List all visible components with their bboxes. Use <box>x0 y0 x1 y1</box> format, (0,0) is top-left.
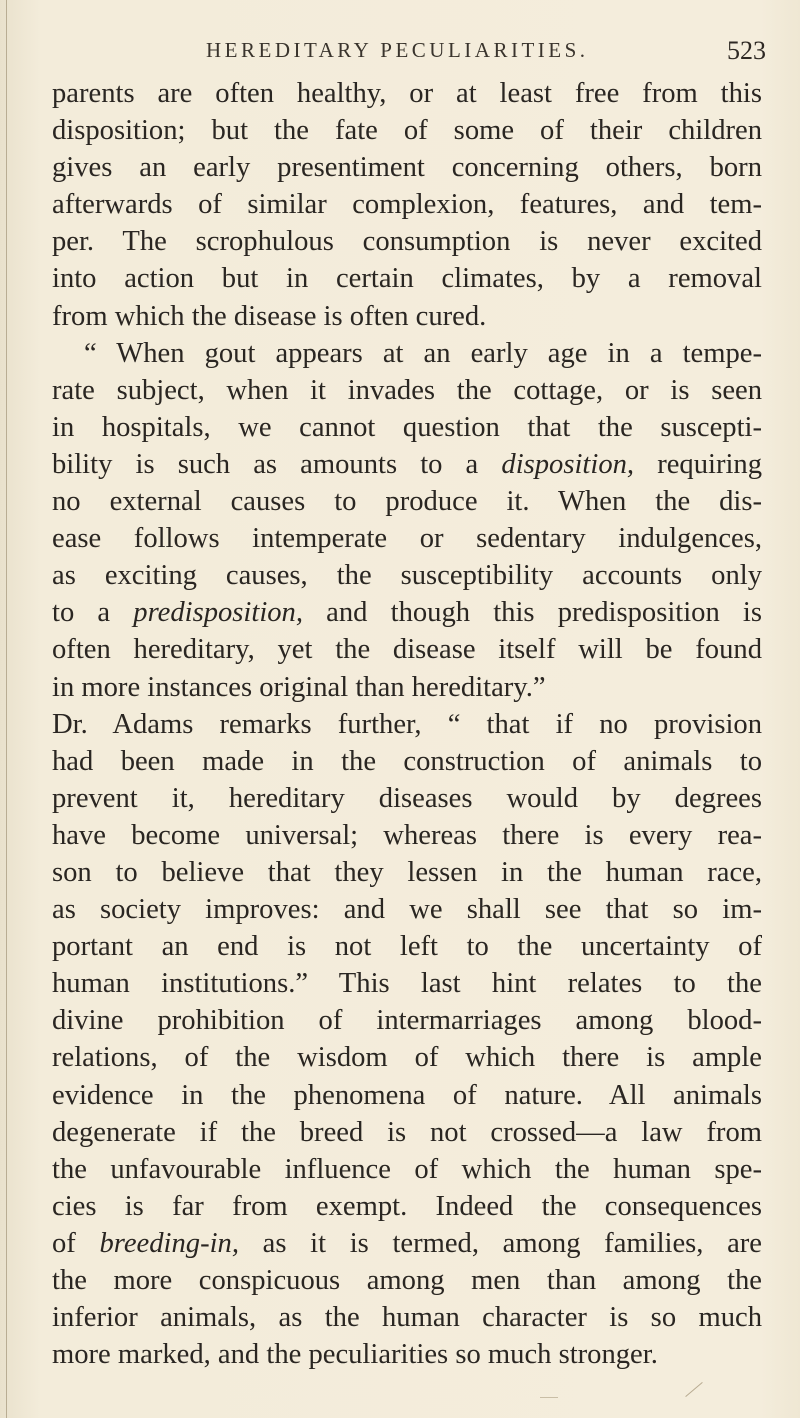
paragraph-2 <box>52 335 762 706</box>
text-fragment: and though this predisposition is <box>303 597 762 629</box>
body-text <box>52 75 762 1373</box>
text-line: portant an end is not left to the uncertainty of <box>52 931 762 963</box>
paragraph-3 <box>52 706 762 1374</box>
page-number: 523 <box>727 36 766 65</box>
text-line: disposition; but the fate of some of their children <box>52 115 762 147</box>
text-line: rate subject, when it invades the cottage, or is seen <box>52 374 762 406</box>
text-line: afterwards of similar complexion, features, and tem- <box>52 189 762 221</box>
text-fragment: bility is such as amounts to a <box>52 448 502 480</box>
text-line: had been made in the construction of animals to <box>52 745 762 777</box>
text-line: evidence in the phenomena of nature. All animals <box>52 1079 762 1111</box>
italic-term-breeding-in: breeding-in, <box>99 1227 239 1259</box>
text-line: son to believe that they lessen in the human race, <box>52 856 762 888</box>
italic-term-predisposition: predisposition, <box>133 597 304 629</box>
text-line: often hereditary, yet the disease itself will be found <box>52 634 762 666</box>
text-line: inferior animals, as the human character is so much <box>52 1302 762 1334</box>
text-line: as exciting causes, the susceptibility accounts only <box>52 560 762 592</box>
page-header <box>186 38 766 68</box>
text-fragment: requiring <box>634 448 762 480</box>
running-head: HEREDITARY PECULIARITIES. <box>206 38 589 62</box>
text-line: into action but in certain climates, by a removal <box>52 263 762 295</box>
text-line: “ When gout appears at an early age in a tempe- <box>84 337 762 369</box>
text-line: as society improves: and we shall see that so im- <box>52 894 762 926</box>
text-line: divine prohibition of intermarriages among blood- <box>52 1005 762 1037</box>
text-fragment: as it is termed, among families, are <box>239 1227 762 1259</box>
text-line: cies is far from exempt. Indeed the consequences <box>52 1190 762 1222</box>
text-line: from which the disease is often cured. <box>52 300 487 332</box>
text-line: have become universal; whereas there is every rea- <box>52 819 762 851</box>
text-line: prevent it, hereditary diseases would by degrees <box>52 782 762 814</box>
italic-term-disposition: disposition, <box>501 448 635 480</box>
text-line: the unfavourable influence of which the human spe- <box>52 1153 762 1185</box>
text-line: no external causes to produce it. When the dis- <box>52 486 762 518</box>
text-line: ease follows intemperate or sedentary indulgences, <box>52 523 762 555</box>
footer-dash-mark <box>540 1397 558 1398</box>
text-line: parents are often healthy, or at least free from this <box>52 78 762 109</box>
text-fragment: of <box>52 1227 100 1259</box>
text-line: human institutions.” This last hint relates to the <box>52 968 762 1000</box>
text-line: more marked, and the peculiarities so much stronger. <box>52 1339 658 1371</box>
text-line: in more instances original than hereditary.” <box>52 671 546 703</box>
text-line: degenerate if the breed is not crossed—a law from <box>52 1116 762 1148</box>
footer-stroke-mark <box>685 1382 702 1397</box>
text-line: gives an early presentiment concerning others, born <box>52 152 762 184</box>
text-line: relations, of the wisdom of which there is ample <box>52 1042 762 1074</box>
text-fragment: to a <box>52 597 134 629</box>
text-line: per. The scrophulous consumption is never excited <box>52 226 762 258</box>
text-line: the more conspicuous among men than among the <box>52 1265 762 1296</box>
text-line: Dr. Adams remarks further, “ that if no provision <box>52 708 762 740</box>
page-gutter-line <box>6 0 7 1418</box>
text-line-with-italic <box>52 594 762 631</box>
text-line-with-italic <box>52 1225 762 1262</box>
paragraph-1 <box>52 75 762 335</box>
text-line-with-italic <box>52 446 762 483</box>
text-line: in hospitals, we cannot question that the suscepti- <box>52 411 762 443</box>
